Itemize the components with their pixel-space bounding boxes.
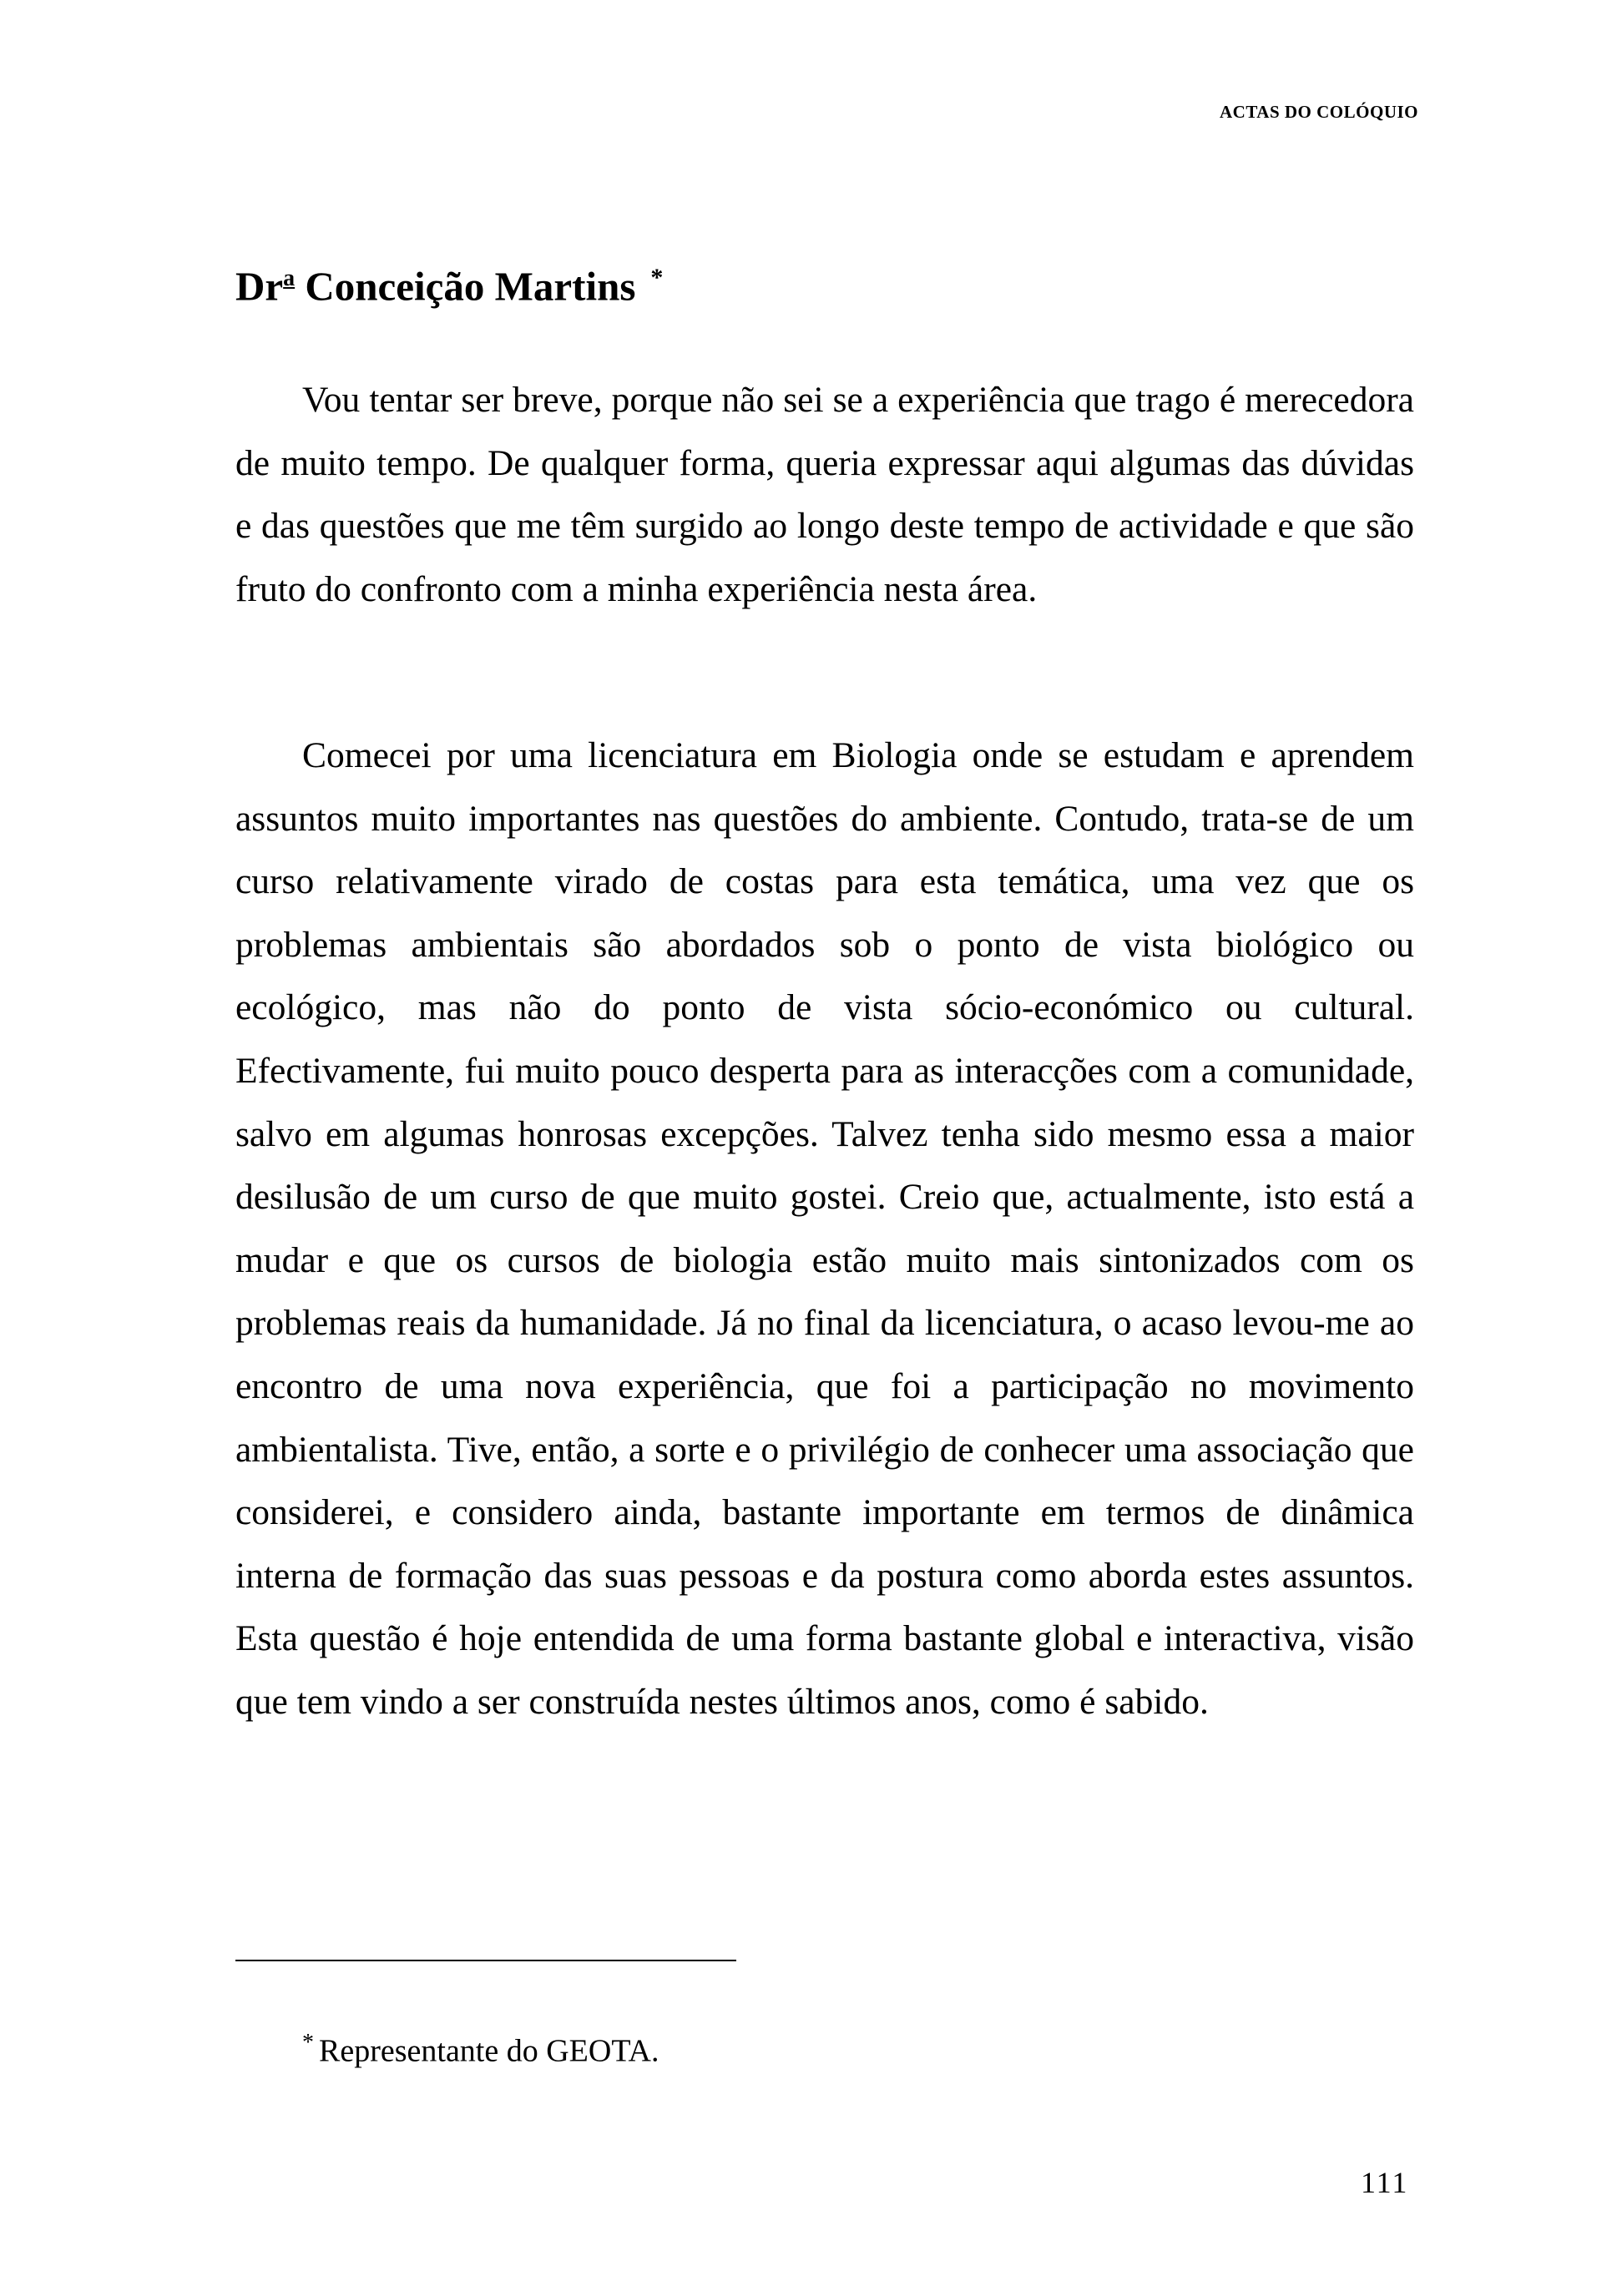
paragraph-1: Vou tentar ser breve, porque não sei se a experiência que trago é merecedora de muito tempo. De qualquer forma, queria expressar aqui algumas das dúvidas e das questões que me têm surgido ao longo deste tempo de actividade e que são fruto do confronto com a minha experiência nesta área. [235,380,1414,609]
title-footnote-mark: * [650,264,664,291]
title-superscript: a [283,265,296,291]
paragraph-2: Comecei por uma licenciatura em Biologia onde se estudam e aprendem assuntos muito importantes nas questões do ambiente. Contudo, trata-se de um curso relativamente virado de costas para esta temática, uma vez que os problemas ambientais são abordados sob o ponto de vista biológico ou ecológico, mas não do ponto de vista sócio-económico ou cultural. Efectivamente, fui muito pouco desperta para as interacções com a comunidade, salvo em algumas honrosas excepções. Talvez tenha sido mesmo essa a maior desilusão de um curso de que muito gostei. Creio que, actualmente, isto está a mudar e que os cursos de biologia estão muito mais sintonizados com os problemas reais da humanidade. Já no final da licenciatura, o acaso levou-me ao encontro de uma nova experiência, que foi a participação no movimento ambientalista. Tive, então, a sorte e o privilégio de conhecer uma associação que considerei, e considero ainda, bastante importante em termos de dinâmica interna de formação das suas pessoas e da postura como aborda estes assuntos. Esta questão é hoje entendida de uma forma bastante global e interactiva, visão que tem vindo a ser construída nestes últimos anos, como é sabido. [235,735,1414,1722]
footnote-divider [235,1960,736,1961]
running-header: ACTAS DO COLÓQUIO [1220,102,1418,122]
footnote [302,2030,659,2070]
title-prefix: Dr [235,263,284,310]
article-title [235,263,664,310]
footnote-mark: * [302,2030,314,2056]
footnote-text: Representante do GEOTA. [319,2033,659,2069]
page-number: 111 [1361,2166,1409,2199]
author-name: Conceição Martins [305,263,636,310]
